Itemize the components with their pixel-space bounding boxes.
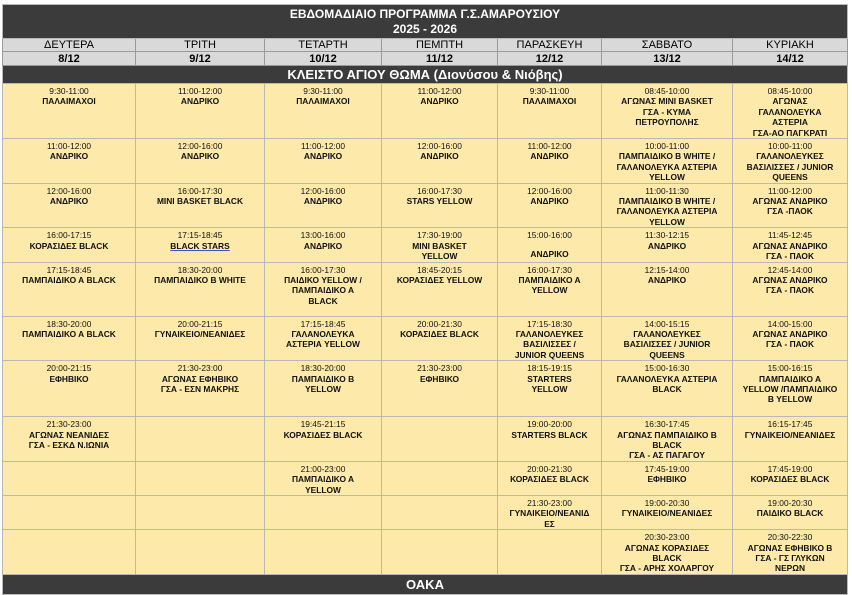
time-slot: 17:15-18:45 [46,264,92,275]
schedule-row [3,530,848,575]
activity-label: ΓΑΛΑΝΟΛΕΥΚΕΣ [756,151,824,162]
schedule-cell [136,139,265,184]
activity-label: ΑΓΩΝΑΣ ΑΝΔΡΙΚΟ [752,328,828,339]
time-slot: 17:15-18:30 [527,318,572,329]
schedule-cell [602,530,733,575]
time-slot: 20:30-23:00 [644,532,690,543]
schedule-row [3,139,848,184]
schedule-cell [382,84,498,139]
schedule-cell [136,84,265,139]
title-row [3,5,848,39]
activity-label: ΑΣΤΕΡΙΑ [772,117,808,128]
schedule-cell [136,361,265,417]
time-slot: 16:00-17:30 [300,264,346,275]
schedule-cell [382,228,498,262]
date-header: 9/12 [136,52,265,66]
schedule-cell [498,183,602,228]
schedule-cell [498,417,602,462]
activity-label: YELLOW [305,383,341,394]
day-header: ΠΑΡΑΣΚΕΥΗ [498,39,602,52]
schedule-cell [498,461,602,495]
schedule-cell [3,228,136,262]
activity-label: ΕΦΗΒΙΚΟ [49,373,89,384]
activity-label: MINI BASKET [412,240,467,251]
activity-label: ΑΓΩΝΑΣ ΠΑΜΠΑΙΔΙΚΟ Β [617,429,717,440]
activity-label: BLACK [652,383,682,394]
activity-label: ΑΝΔΡΙΚΟ [180,151,220,162]
activity-label: QUEENS [772,172,808,183]
time-slot: 14:00-15:15 [644,318,690,329]
time-slot: 12:45-14:00 [767,264,813,275]
activity-label: ΓΣΑ - ΕΣΝ ΜΑΚΡΗΣ [160,383,240,394]
activity-label: ΓΣΑ - ΕΣΚΔ Ν.ΙΩΝΙΑ [28,439,110,450]
activity-label: ΑΓΩΝΑΣ ΚΟΡΑΣΙΔΕΣ [624,542,710,553]
schedule-row [3,461,848,495]
schedule-cell [382,262,498,316]
activity-label: ΑΓΩΝΑΣ ΑΝΔΡΙΚΟ [752,196,828,207]
time-slot: 21:30-23:00 [527,497,572,508]
activity-label: ΓΣΑ - ΑΣ ΠΑΓΑΓΟΥ [629,450,705,461]
schedule-cell [3,183,136,228]
time-slot: 20:00-21:30 [417,318,462,329]
activity-label: ΑΣΤΕΡΙΑ YELLOW [286,339,360,350]
schedule-cell [136,183,265,228]
schedule-cell [3,461,136,495]
schedule-cell [602,139,733,184]
time-slot: 11:00-12:00 [177,86,223,96]
activity-label: ΠΑΜΠΑΙΔΙΚΟ Β WHITE [154,274,246,285]
time-slot: 15:00-16:15 [767,363,813,374]
time-slot: 21:30-23:00 [417,363,462,374]
day-header: ΤΕΤΑΡΤΗ [265,39,382,52]
time-slot: 17:15-18:45 [177,230,223,241]
schedule-title [3,5,848,39]
schedule-cell [382,495,498,529]
time-slot: 08:45-10:00 [767,86,813,96]
schedule-cell [3,316,136,361]
activity-label: ΑΝΔΡΙΚΟ [303,240,343,251]
time-slot: 18:30-20:00 [46,318,92,329]
date-header: 12/12 [498,52,602,66]
schedule-cell [382,530,498,575]
activity-label: QUEENS [649,349,685,360]
activity-label: ΑΝΔΡΙΚΟ [647,240,687,251]
schedule-cell [733,361,848,417]
time-slot: 16:30-17:45 [644,419,690,430]
schedule-cell [3,262,136,316]
activity-label: ΑΓΩΝΑΣ ΑΝΔΡΙΚΟ [752,240,828,251]
time-slot: 16:00-17:30 [527,264,572,275]
activity-label: YELLOW [649,172,685,183]
activity-label: ΓΥΝΑΙΚΕΙΟ/ΝΕΑΝΙΔΕΣ [621,508,713,519]
activity-label: YELLOW [531,285,568,296]
activity-label: ΓΑΛΑΝΟΛΕΥΚΑ [291,328,355,339]
venue-header-row [3,66,848,84]
day-header: ΤΡΙΤΗ [136,39,265,52]
schedule-cell [733,183,848,228]
schedule-cell [733,417,848,462]
activity-label: ΒΑΣΙΛΙΣΣΕΣ / JUNIOR [623,339,711,350]
activity-label: ΑΓΩΝΑΣ ΑΝΔΡΙΚΟ [752,274,828,285]
activity-label: ΒΑΣΙΛΙΣΣΕΣ / [523,339,576,350]
activity-label: ΓΣΑ - ΚΥΜΑ [642,106,692,117]
time-slot: 08:45-10:00 [644,86,690,96]
time-slot: 19:45-21:15 [300,419,346,430]
schedule-cell [498,316,602,361]
schedule-cell [265,417,382,462]
time-slot: 11:00-12:00 [417,86,462,96]
activity-label: ΠΑΜΠΑΙΔΙΚΟ Α [291,285,355,296]
schedule-cell [3,495,136,529]
time-slot: 19:00-20:00 [527,419,572,430]
activity-label: ΑΝΔΡΙΚΟ [530,196,569,207]
date-header: 11/12 [382,52,498,66]
schedule-cell [3,417,136,462]
schedule-row [3,316,848,361]
time-slot: 12:00-16:00 [177,141,223,152]
activity-label: ΑΝΔΡΙΚΟ [49,196,89,207]
time-slot: 10:00-11:00 [644,141,690,152]
schedule-table [2,4,848,595]
schedule-cell [498,530,602,575]
activity-label: YELLOW [421,251,458,262]
time-slot: 9:30-11:00 [303,86,343,96]
schedule-cell [265,84,382,139]
time-slot: 16:00-17:15 [46,230,92,241]
venue-title-agios-thomas: ΚΛΕΙΣΤΟ ΑΓΙΟΥ ΘΩΜΑ (Διονύσου & Νιόβης) [3,66,848,84]
day-header: ΣΑΒΒΑΤΟ [602,39,733,52]
time-slot: 11:00-12:00 [46,141,92,152]
activity-label: ΑΓΩΝΑΣ MINI BASKET [621,96,713,107]
activity-label: ΑΝΔΡΙΚΟ [420,96,459,107]
time-slot: 11:45-12:45 [767,230,813,241]
date-header: 14/12 [733,52,848,66]
activity-label: ΓΥΝΑΙΚΕΙΟ/ΝΕΑΝΙΔΕΣ [744,429,836,440]
schedule-cell [136,461,265,495]
activity-label: ΕΦΗΒΙΚΟ [647,474,687,485]
schedule-cell [602,461,733,495]
schedule-cell [733,84,848,139]
activity-label: ΓΑΛΑΝΟΛΕΥΚΑ [758,106,822,117]
activity-label: ΓΣΑ - ΑΡΗΣ ΧΟΛΑΡΓΟΥ [619,563,715,574]
activity-label: ΒΑΣΙΛΙΣΣΕΣ / JUNIOR [746,161,834,172]
schedule-row [3,183,848,228]
schedule-cell [602,316,733,361]
activity-label: ΓΣΑ-ΑΟ ΠΑΓΚΡΑΤΙ [752,127,828,138]
day-header: ΔΕΥΤΕΡΑ [3,39,136,52]
schedule-row [3,495,848,529]
schedule-cell [3,530,136,575]
schedule-cell [265,361,382,417]
time-slot: 18:30-20:00 [300,363,346,374]
schedule-cell [498,228,602,262]
activity-label: ΓΑΛΑΝΟΛΕΥΚΕΣ [515,328,584,339]
time-slot: 16:00-17:30 [177,185,223,196]
activity-label: ΠΑΙΔΙΚΟ BLACK [756,508,824,519]
schedule-cell [602,495,733,529]
schedule-cell [382,361,498,417]
time-slot: 20:00-21:15 [177,318,223,329]
activity-label: ΚΟΡΑΣΙΔΕΣ BLACK [750,474,830,485]
activity-label: MINI BASKET BLACK [156,196,244,207]
schedule-cell [733,228,848,262]
activity-label: ΓΣΑ - ΓΣ ΓΛΥΚΩΝ [755,553,825,563]
time-slot: 18:45-20:15 [417,264,462,275]
activity-label: ΠΑΜΠΑΙΔΙΚΟ Α [758,373,822,384]
title-text: ΕΒΔΟΜΑΔΙΑΙΟ ΠΡΟΓΡΑΜΜΑ Γ.Σ.ΑΜΑΡΟΥΣΙΟΥ [289,6,561,21]
activity-label: YELLOW [305,484,341,495]
activity-label: ΓΑΛΑΝΟΛΕΥΚΑ ΑΣΤΕΡΙΑ [616,206,718,217]
activity-label: Β YELLOW [767,394,813,405]
schedule-cell [3,84,136,139]
time-slot: 21:30-23:00 [177,363,223,374]
time-slot: 12:00-16:00 [300,185,346,196]
schedule-cell [733,316,848,361]
schedule-cell [498,139,602,184]
activity-label: ΑΝΔΡΙΚΟ [530,248,569,259]
activity-label: ΕΦΗΒΙΚΟ [419,373,460,384]
time-slot: 18:30-20:00 [177,264,223,275]
activity-label: YELLOW [649,216,685,227]
activity-label: ΠΑΛΑΙΜΑΧΟΙ [296,96,350,107]
time-slot: 17:30-19:00 [417,230,462,241]
activity-label: ΑΝΔΡΙΚΟ [420,151,459,162]
schedule-cell [498,84,602,139]
schedule-cell [382,461,498,495]
schedule-cell [733,495,848,529]
schedule-cell [382,183,498,228]
activity-label: ΚΟΡΑΣΙΔΕΣ YELLOW [396,274,483,285]
time-slot: 13:00-16:00 [300,230,346,241]
venue-footer-row [3,575,848,595]
activity-label: ΠΑΜΠΑΙΔΙΚΟ Β WHITE / [618,196,716,207]
activity-label: ΠΕΤΡΟΥΠΟΛΗΣ [635,117,699,128]
activity-label: ΓΥΝΑΙΚΕΙΟ/ΝΕΑΝΙΔΕΣ [154,328,246,339]
activity-label: BLACK [652,553,682,563]
activity-label: ΑΝΔΡΙΚΟ [647,274,687,285]
activity-label: ΑΝΔΡΙΚΟ [180,96,220,107]
schedule-cell [265,183,382,228]
activity-label: BLACK [308,295,338,306]
activity-label: ΠΑΛΑΙΜΑΧΟΙ [42,96,96,107]
activity-label: STARTERS [527,373,572,384]
time-slot: 12:00-16:00 [417,141,462,152]
activity-label: ΑΝΔΡΙΚΟ [530,151,569,162]
schedule-row [3,417,848,462]
schedule-cell [498,361,602,417]
schedule-cell [602,228,733,262]
activity-label: ΠΑΜΠΑΙΔΙΚΟ Β [291,373,355,384]
activity-label: ΓΥΝΑΙΚΕΙΟ/ΝΕΑΝΙΔ [509,508,590,519]
time-slot: 15:00-16:30 [644,363,690,374]
time-slot: 11:00-11:30 [645,185,689,196]
activity-label: STARS YELLOW [406,196,473,207]
schedule-cell [3,139,136,184]
time-slot: 17:45-19:00 [644,463,690,474]
time-slot: 11:00-12:00 [527,141,572,152]
time-slot: 9:30-11:00 [529,86,570,96]
schedule-cell [136,316,265,361]
schedule-cell [265,530,382,575]
schedule-cell [265,461,382,495]
activity-label: ΓΣΑ - ΠΑΟΚ [766,251,814,262]
time-slot: 9:30-11:00 [49,86,89,96]
activity-label: ΑΝΔΡΙΚΟ [303,151,343,162]
schedule-cell [265,262,382,316]
activity-label: ΑΝΔΡΙΚΟ [49,151,89,162]
schedule-cell [382,316,498,361]
schedule-cell [498,495,602,529]
time-slot: 12:00-16:00 [46,185,92,196]
activity-label: ΠΑΙΔΙΚΟ YELLOW / [284,274,362,285]
activity-label: ΚΟΡΑΣΙΔΕΣ BLACK [283,429,363,440]
schedule-cell [602,84,733,139]
activity-label: ΑΓΩΝΑΣ ΝΕΑΝΙΔΕΣ [29,429,109,440]
time-slot: 12:15-14:00 [644,264,690,275]
activity-label: ΓΣΑ -ΠΑΟΚ [767,206,813,217]
schedule-cell [733,530,848,575]
date-header: 13/12 [602,52,733,66]
activity-label: ΠΑΜΠΑΙΔΙΚΟ Α [518,274,581,285]
time-slot: 17:45-19:00 [767,463,813,474]
activity-label: ΝΕΡΩΝ [775,563,805,574]
time-slot: 10:00-11:00 [767,141,813,152]
activity-label: ΑΓΩΝΑΣ ΕΦΗΒΙΚΟ [161,373,239,384]
time-slot: 21:30-23:00 [46,419,92,430]
time-slot: 15:00-16:00 [527,230,572,241]
activity-label: ΠΑΛΑΙΜΑΧΟΙ [522,96,577,107]
activity-label: ΠΑΜΠΑΙΔΙΚΟ Α BLACK [22,328,116,339]
activity-label: ΠΑΜΠΑΙΔΙΚΟ Α BLACK [22,274,116,285]
time-slot: 16:00-17:30 [417,185,462,196]
activity-label: ΚΟΡΑΣΙΔΕΣ BLACK [29,240,109,251]
time-slot: 19:00-20:30 [767,497,813,508]
schedule-cell [382,417,498,462]
activity-label: ΠΑΜΠΑΙΔΙΚΟ Α [291,474,355,485]
time-slot: 20:00-21:15 [46,363,92,374]
time-slot: 19:00-20:30 [644,497,690,508]
schedule-cell [136,262,265,316]
venue-title-oaka: ΟΑΚΑ [3,575,848,595]
activity-label: BLACK STARS [170,240,230,251]
schedule-cell [498,262,602,316]
date-header: 8/12 [3,52,136,66]
time-slot: 20:00-21:30 [527,463,572,474]
schedule-cell [733,139,848,184]
schedule-cell [382,139,498,184]
activity-label: ΕΣ [544,518,555,529]
schedule-cell [733,461,848,495]
activity-label: ΠΑΜΠΑΙΔΙΚΟ Β WHITE / [618,151,716,162]
activity-label: ΓΑΛΑΝΟΛΕΥΚΑ ΑΣΤΕΡΙΑ [616,373,718,384]
date-header-row [3,52,848,66]
date-header: 10/12 [265,52,382,66]
schedule-row [3,84,848,139]
day-header: ΚΥΡΙΑΚΗ [733,39,848,52]
schedule-cell [136,228,265,262]
time-slot: 21:00-23:00 [300,463,346,474]
activity-label: ΑΝΔΡΙΚΟ [303,196,343,207]
time-slot: 16:15-17:45 [767,419,813,430]
activity-label: ΑΓΩΝΑΣ [772,96,808,107]
schedule-cell [602,262,733,316]
activity-label: BLACK [652,439,682,450]
activity-label: YELLOW [531,383,568,394]
time-slot: 11:00-12:00 [767,185,813,196]
schedule-row [3,262,848,316]
schedule-row [3,361,848,417]
time-slot: 17:15-18:45 [300,318,346,329]
activity-label: ΓΑΛΑΝΟΛΕΥΚΑ ΑΣΤΕΡΙΑ [616,161,718,172]
schedule-cell [265,316,382,361]
activity-label: ΚΟΡΑΣΙΔΕΣ BLACK [510,474,589,485]
schedule-cell [3,361,136,417]
schedule-cell [265,228,382,262]
day-header-row [3,39,848,52]
day-header: ΠΕΜΠΤΗ [382,39,498,52]
schedule-cell [136,495,265,529]
activity-label: ΑΓΩΝΑΣ ΕΦΗΒΙΚΟ Β [747,542,833,553]
activity-label: ΚΟΡΑΣΙΔΕΣ BLACK [400,328,479,339]
time-slot: 11:00-12:00 [300,141,346,152]
activity-label: STARTERS BLACK [511,429,588,440]
activity-label: ΓΣΑ - ΠΑΟΚ [766,339,814,350]
activity-label: JUNIOR QUEENS [514,349,585,360]
time-slot: 14:00-15:00 [767,318,813,329]
time-slot: 12:00-16:00 [527,185,572,196]
time-slot: 20:30-22:30 [767,532,813,543]
activity-label: ΓΣΑ - ΠΑΟΚ [766,285,814,296]
schedule-cell [602,183,733,228]
schedule-cell [136,417,265,462]
activity-label: YELLOW /ΠΑΜΠΑΙΔΙΚΟ [742,383,838,394]
time-slot: 18:15-19:15 [527,363,572,374]
time-slot: 11:30-12:15 [644,230,690,241]
activity-label: ΓΑΛΑΝΟΛΕΥΚΕΣ [633,328,701,339]
schedule-cell [602,361,733,417]
schedule-cell [602,417,733,462]
schedule-cell [136,530,265,575]
schedule-row [3,228,848,262]
season-text: 2025 - 2026 [392,21,458,36]
schedule-cell [265,495,382,529]
schedule-cell [733,262,848,316]
cell-spacer [499,241,600,249]
schedule-cell [265,139,382,184]
